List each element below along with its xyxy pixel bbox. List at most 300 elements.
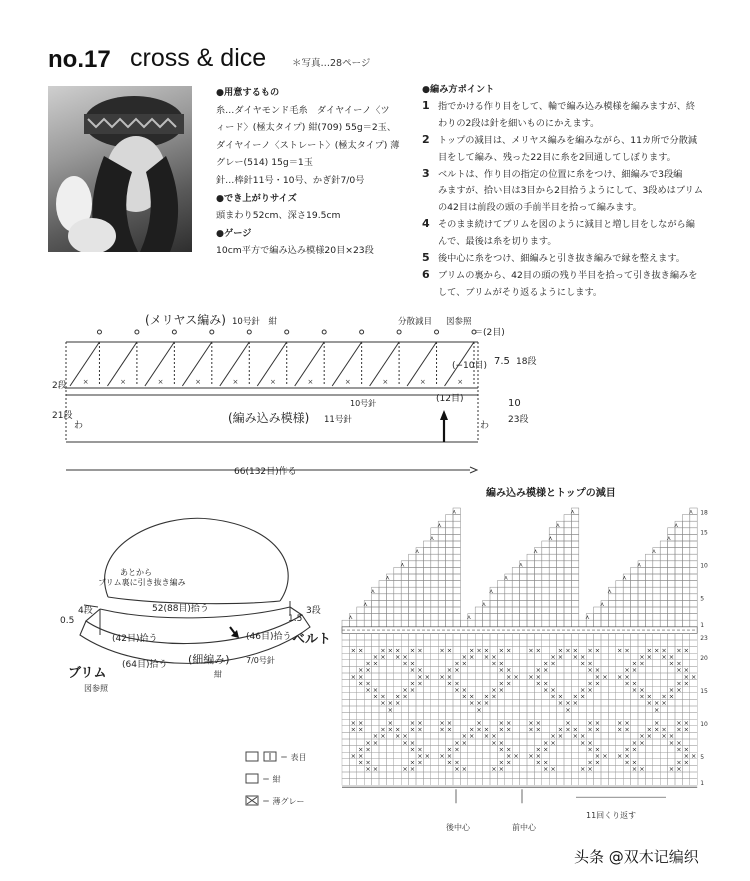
- gray-stitch: ×: [439, 719, 445, 727]
- chart-cell: [512, 574, 519, 581]
- gray-stitch: ×: [483, 653, 490, 661]
- marker-circle: [285, 330, 289, 334]
- chart-cell: [497, 614, 504, 621]
- gray-stitch: ×: [594, 679, 601, 688]
- gray-stitch: ×: [594, 745, 601, 754]
- gray-stitch: ×: [372, 738, 379, 747]
- gray-stitch: ×: [587, 666, 593, 675]
- decrease-symbol: ⋏: [385, 574, 390, 582]
- chart-cell: [438, 614, 445, 621]
- chart-cell: [608, 640, 615, 647]
- chart-cell: [557, 574, 564, 581]
- chart-cell: [660, 673, 667, 680]
- chart-cell: [579, 713, 586, 720]
- chart-cell: [638, 614, 645, 621]
- chart-cell: [342, 647, 349, 654]
- gray-stitch: ×: [395, 725, 401, 734]
- chart-cell: [594, 779, 601, 786]
- chart-cell: [638, 574, 645, 581]
- gray-stitch: ×: [676, 745, 682, 754]
- gray-stitch: ×: [358, 752, 364, 760]
- chart-cell: [423, 633, 430, 640]
- chart-cell: [401, 600, 408, 607]
- chart-cell: [342, 746, 349, 753]
- chart-cell: [416, 693, 423, 700]
- chart-cell: [571, 614, 578, 621]
- chart-cell: [690, 587, 697, 594]
- chart-cell: [379, 746, 386, 753]
- gray-stitch: ×: [543, 659, 549, 668]
- gray-stitch: ×: [365, 659, 371, 668]
- chart-cell: [571, 759, 578, 766]
- chart-cell: [542, 719, 549, 726]
- chart-title: 編み込み模様とトップの減目: [486, 488, 616, 499]
- chart-cell: [512, 739, 519, 746]
- chart-cell: [394, 752, 401, 759]
- gray-stitch: ×: [409, 659, 416, 668]
- chart-cell: [349, 772, 356, 779]
- chart-cell: [497, 779, 504, 786]
- chart-cell: [527, 739, 534, 746]
- chart-cell: [438, 739, 445, 746]
- gray-stitch: ×: [365, 679, 371, 688]
- chart-cell: [423, 660, 430, 667]
- chart-cell: [668, 713, 675, 720]
- chart-cell: [638, 633, 645, 640]
- chart-cell: [557, 554, 564, 561]
- chart-cell: [446, 693, 453, 700]
- gray-stitch: ×: [446, 719, 453, 727]
- chart-cell: [490, 614, 497, 621]
- chart-cell: [490, 673, 497, 680]
- chart-cell: [682, 587, 689, 594]
- chart-cell: [668, 633, 675, 640]
- gray-stitch: ×: [594, 672, 601, 681]
- chart-cell: [638, 673, 645, 680]
- chart-cell: [690, 567, 697, 574]
- chart-cell: [431, 779, 438, 786]
- chart-cell: [549, 779, 556, 786]
- chart-cell: [653, 759, 660, 766]
- chart-cell: [453, 713, 460, 720]
- chart-cell: [571, 528, 578, 535]
- chart-cell: [653, 620, 660, 627]
- chart-cell: [364, 647, 371, 654]
- chart-cell: [623, 614, 630, 621]
- chart-cell: [571, 521, 578, 528]
- gray-stitch: ×: [424, 752, 430, 760]
- marker-circle: [397, 330, 401, 334]
- gray-stitch: ×: [572, 692, 578, 701]
- chart-cell: [631, 699, 638, 706]
- chart-cell: [564, 660, 571, 667]
- gray-stitch: ×: [372, 653, 379, 661]
- chart-cell: [453, 706, 460, 713]
- chart-cell: [512, 640, 519, 647]
- chart-cell: [616, 739, 623, 746]
- gray-stitch: ×: [535, 725, 541, 734]
- chart-cell: [564, 739, 571, 746]
- row-label: 5: [700, 753, 705, 761]
- chart-cell: [431, 561, 438, 568]
- gray-stitch: ×: [483, 646, 490, 655]
- gray-stitch: ×: [506, 725, 512, 734]
- chart-cell: [608, 680, 615, 687]
- chart-cell: [571, 772, 578, 779]
- gray-stitch: ×: [543, 765, 549, 774]
- gray-stitch: ×: [417, 679, 423, 688]
- chart-cell: [527, 594, 534, 601]
- chart-cell: [668, 752, 675, 759]
- chart-cell: [394, 587, 401, 594]
- chart-cell: [505, 587, 512, 594]
- cross-mark: ×: [82, 378, 89, 386]
- chart-cell: [438, 600, 445, 607]
- chart-cell: [601, 699, 608, 706]
- chart-cell: [638, 640, 645, 647]
- cross-mark: ×: [270, 378, 276, 386]
- chart-cell: [520, 726, 527, 733]
- chart-cell: [379, 600, 386, 607]
- gray-stitch: ×: [365, 666, 371, 675]
- chart-cell: [660, 765, 667, 772]
- chart-cell: [601, 772, 608, 779]
- chart-cell: [394, 759, 401, 766]
- gray-stitch: ×: [668, 686, 675, 694]
- chart-cell: [653, 666, 660, 673]
- chart-cell: [431, 581, 438, 588]
- chart-cell: [483, 614, 490, 621]
- chart-cell: [386, 779, 393, 786]
- chart-cell: [571, 587, 578, 594]
- chart-cell: [653, 680, 660, 687]
- instruction-line: みますが、拾い目は3目から2目拾うようにして、3段めはブリム: [438, 185, 704, 197]
- chart-cell: [608, 673, 615, 680]
- chart-cell: [594, 614, 601, 621]
- legend: [244, 748, 344, 818]
- chart-cell: [520, 746, 527, 753]
- chart-cell: [527, 779, 534, 786]
- gray-stitch: ×: [617, 725, 623, 734]
- chart-cell: [645, 713, 652, 720]
- chart-cell: [557, 759, 564, 766]
- mid-needle-label: 10号針: [350, 399, 377, 408]
- chart-cell: [682, 534, 689, 541]
- gray-stitch: ×: [550, 659, 556, 668]
- chart-cell: [483, 779, 490, 786]
- gray-stitch: ×: [350, 719, 356, 727]
- gray-stitch: ×: [676, 765, 682, 774]
- chart-cell: [682, 574, 689, 581]
- gray-stitch: ×: [587, 686, 593, 694]
- gray-stitch: ×: [461, 738, 467, 747]
- chart-cell: [586, 633, 593, 640]
- chart-cell: [416, 620, 423, 627]
- gray-stitch: ×: [417, 725, 423, 734]
- chart-cell: [446, 779, 453, 786]
- chart-cell: [438, 772, 445, 779]
- chart-cell: [446, 567, 453, 574]
- chart-cell: [564, 686, 571, 693]
- chart-cell: [386, 660, 393, 667]
- gray-stitch: ×: [550, 653, 556, 661]
- chart-cell: [357, 779, 364, 786]
- chart-cell: [527, 587, 534, 594]
- row-label: 10: [700, 562, 708, 570]
- chart-cell: [490, 607, 497, 614]
- materials-line: ダイヤイーノ〈ストレート〉(極太タイプ) 薄: [216, 139, 400, 151]
- chart-cell: [438, 554, 445, 561]
- chart-cell: [675, 594, 682, 601]
- chart-cell: [534, 633, 541, 640]
- gray-stitch: ×: [491, 686, 497, 694]
- chart-cell: [483, 772, 490, 779]
- gray-stitch: ×: [469, 699, 475, 708]
- chart-cell: [675, 534, 682, 541]
- chart-cell: [638, 713, 645, 720]
- chart-cell: [431, 719, 438, 726]
- chart-cell: [394, 673, 401, 680]
- chart-cell: [505, 633, 512, 640]
- chart-cell: [438, 567, 445, 574]
- gray-stitch: ×: [387, 725, 393, 734]
- gray-stitch: ×: [395, 646, 401, 655]
- chart-cell: [645, 633, 652, 640]
- chart-cell: [638, 620, 645, 627]
- chart-cell: [549, 673, 556, 680]
- chart-cell: [342, 660, 349, 667]
- chart-cell: [431, 752, 438, 759]
- chart-cell: [460, 640, 467, 647]
- chart-cell: [475, 633, 482, 640]
- chart-cell: [483, 765, 490, 772]
- chart-cell: [431, 594, 438, 601]
- chart-cell: [512, 686, 519, 693]
- gray-stitch: ×: [469, 646, 475, 655]
- pattern-number: no.17: [48, 46, 111, 73]
- chart-cell: [364, 699, 371, 706]
- chart-cell: [512, 765, 519, 772]
- chart-cell: [527, 772, 534, 779]
- chart-cell: [453, 633, 460, 640]
- cross-mark: ×: [307, 378, 314, 386]
- instruction-item: 5 後中心に糸をつけ、細編みと引き抜き編みで縁を整えます。: [422, 251, 685, 265]
- gray-stitch: ×: [506, 752, 512, 760]
- chart-cell: [364, 620, 371, 627]
- chart-cell: [653, 614, 660, 621]
- chart-cell: [483, 633, 490, 640]
- chart-cell: [601, 620, 608, 627]
- chart-cell: [616, 594, 623, 601]
- back-center-label: 後中心: [446, 823, 470, 832]
- cross-mark: ×: [382, 378, 389, 386]
- chart-cell: [668, 673, 675, 680]
- chart-cell: [438, 541, 445, 548]
- photo-reference: ＊写真…28ページ: [292, 58, 371, 69]
- chart-cell: [549, 752, 556, 759]
- chart-cell: [675, 548, 682, 555]
- chart-cell: [645, 752, 652, 759]
- chart-cell: [431, 647, 438, 654]
- chart-cell: [564, 567, 571, 574]
- gray-stitch: ×: [409, 765, 416, 774]
- gray-stitch: ×: [365, 758, 371, 767]
- chart-cell: [564, 680, 571, 687]
- chart-cell: [364, 719, 371, 726]
- chart-cell: [660, 554, 667, 561]
- chart-cell: [682, 567, 689, 574]
- gray-stitch: ×: [417, 666, 423, 675]
- chart-cell: [608, 614, 615, 621]
- gray-stitch: ×: [528, 672, 534, 681]
- gray-stitch: ×: [580, 765, 586, 774]
- gray-stitch: ×: [594, 725, 601, 734]
- chart-cell: [357, 633, 364, 640]
- chart-cell: [549, 614, 556, 621]
- chart-cell: [423, 587, 430, 594]
- chart-cell: [520, 587, 527, 594]
- chart-cell: [653, 574, 660, 581]
- gray-stitch: ×: [365, 738, 371, 747]
- gray-stitch: ×: [594, 666, 601, 675]
- gray-stitch: ×: [631, 666, 638, 675]
- gray-stitch: ×: [535, 679, 541, 688]
- chart-cell: [446, 528, 453, 535]
- cross-mark: ×: [120, 378, 127, 386]
- chart-cell: [349, 686, 356, 693]
- chart-cell: [475, 686, 482, 693]
- chart-cell: [431, 693, 438, 700]
- chart-cell: [601, 614, 608, 621]
- chart-cell: [557, 666, 564, 673]
- chart-cell: [431, 680, 438, 687]
- chart-cell: [527, 765, 534, 772]
- chart-cell: [453, 640, 460, 647]
- gray-stitch: ×: [587, 719, 593, 727]
- materials-line: 糸…ダイヤモンド毛糸 ダイヤイーノ〈ツ: [216, 104, 390, 116]
- chart-cell: [557, 633, 564, 640]
- gray-stitch: ×: [528, 646, 534, 655]
- gray-stitch: ×: [461, 659, 467, 668]
- circumference-label: 52(88目)拾う: [152, 604, 209, 614]
- chart-cell: [690, 581, 697, 588]
- chart-cell: [349, 633, 356, 640]
- chart-cell: [608, 719, 615, 726]
- note-slipstitch: ブリム裏に引き抜き編み: [98, 578, 186, 587]
- chart-cell: [520, 719, 527, 726]
- chart-cell: [438, 693, 445, 700]
- chart-cell: [608, 779, 615, 786]
- decrease-symbol: ⋏: [570, 508, 575, 516]
- chart-cell: [557, 587, 564, 594]
- chart-cell: [564, 673, 571, 680]
- chart-cell: [586, 779, 593, 786]
- chart-cell: [623, 594, 630, 601]
- chart-cell: [520, 614, 527, 621]
- gray-stitch: ×: [417, 752, 423, 760]
- gray-stitch: ×: [572, 732, 578, 741]
- gray-stitch: ×: [387, 699, 393, 708]
- chart-cell: [534, 581, 541, 588]
- round-label-left: わ: [74, 421, 84, 431]
- gray-stitch: ×: [631, 745, 638, 754]
- chart-cell: [401, 640, 408, 647]
- gray-stitch: ×: [594, 646, 601, 655]
- chart-cell: [446, 561, 453, 568]
- stockinette-label: (メリヤス編み): [145, 313, 226, 327]
- chart-cell: [460, 633, 467, 640]
- chart-cell: [453, 567, 460, 574]
- chart-cell: [608, 746, 615, 753]
- gray-stitch: ×: [676, 725, 682, 734]
- chart-cell: [342, 653, 349, 660]
- instruction-item: 2 トップの減目は、メリヤス編みを編みながら、11カ所で分散減: [422, 133, 698, 147]
- chart-cell: [342, 706, 349, 713]
- chart-cell: [564, 614, 571, 621]
- colorwork-label: (編み込み模様): [228, 411, 310, 425]
- chart-cell: [668, 779, 675, 786]
- gray-stitch: ×: [668, 692, 675, 701]
- chart-cell: [690, 534, 697, 541]
- chart-cell: [594, 706, 601, 713]
- gray-stitch: ×: [498, 719, 504, 727]
- chart-cell: [357, 772, 364, 779]
- chart-cell: [660, 587, 667, 594]
- gray-stitch: ×: [483, 725, 490, 734]
- chart-cell: [542, 614, 549, 621]
- chart-cell: [520, 607, 527, 614]
- chart-cell: [660, 752, 667, 759]
- gray-stitch: ×: [668, 653, 675, 661]
- chart-cell: [534, 614, 541, 621]
- chart-cell: [505, 607, 512, 614]
- chart-cell: [490, 719, 497, 726]
- chart-cell: [423, 719, 430, 726]
- chart-cell: [557, 561, 564, 568]
- chart-cell: [379, 614, 386, 621]
- chart-cell: [564, 633, 571, 640]
- gray-stitch: ×: [668, 732, 675, 741]
- chart-cell: [520, 574, 527, 581]
- chart-cell: [645, 607, 652, 614]
- chart-cell: [638, 607, 645, 614]
- chart-cell: [579, 673, 586, 680]
- gray-stitch: ×: [572, 646, 578, 655]
- chart-cell: [431, 633, 438, 640]
- chart-cell: [557, 680, 564, 687]
- chart-cell: [653, 561, 660, 568]
- gray-stitch: ×: [446, 745, 453, 754]
- chart-cell: [638, 581, 645, 588]
- gray-stitch: ×: [639, 732, 645, 741]
- chart-cell: [542, 574, 549, 581]
- gray-stitch: ×: [691, 752, 697, 760]
- gray-stitch: ×: [446, 646, 453, 655]
- chart-cell: [645, 772, 652, 779]
- brim-label: ブリム: [68, 666, 107, 681]
- gray-stitch: ×: [676, 686, 682, 694]
- gray-stitch: ×: [461, 692, 467, 701]
- chart-cell: [453, 726, 460, 733]
- chart-cell: [379, 607, 386, 614]
- chart-cell: [557, 581, 564, 588]
- gray-stitch: ×: [409, 646, 416, 655]
- chart-cell: [409, 587, 416, 594]
- chart-cell: [579, 752, 586, 759]
- chart-cell: [520, 647, 527, 654]
- chart-cell: [386, 686, 393, 693]
- chart-cell: [520, 732, 527, 739]
